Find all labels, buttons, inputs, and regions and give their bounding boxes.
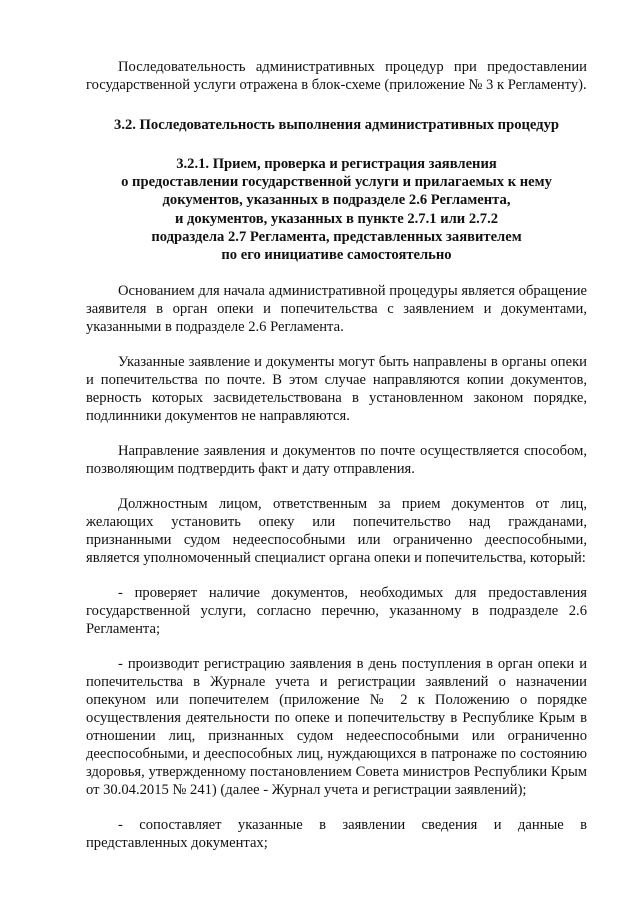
- body-paragraph: Основанием для начала административной процедуры является обращение заявителя в орган опеки и попечительства с заявлением и документами, указанными в подразделе 2.6 Регламента.: [86, 283, 587, 336]
- intro-paragraph: Последовательность административных процедур при предоставлении государственной услуги отражена в блок-схеме (приложение № 3 к Регламенту).: [86, 59, 587, 93]
- subsection-heading: [86, 155, 587, 264]
- subsection-heading-line: документов, указанных в подразделе 2.6 Регламента,: [162, 192, 511, 209]
- section-heading: 3.2. Последовательность выполнения административных процедур: [114, 117, 559, 133]
- body-paragraph: Направление заявления и документов по почте осуществляется способом, позволяющим подтвердить факт и дату отправления.: [86, 443, 587, 478]
- list-item: - сопоставляет указанные в заявлении сведения и данные в представленных документах;: [86, 817, 587, 852]
- subsection-heading-line: о предоставлении государственной услуги и прилагаемых к нему: [121, 174, 552, 191]
- body-paragraph: Указанные заявление и документы могут быть направлены в органы опеки и попечительства по почте. В этом случае направляются копии документов, верность которых засвидетельствована в установленном законом порядке, подлинники документов не направляются.: [86, 354, 587, 425]
- subsection-heading-line: 3.2.1. Прием, проверка и регистрация заявления: [176, 156, 497, 172]
- list-item: - проверяет наличие документов, необходимых для предоставления государственной услуги, согласно перечню, указанному в подразделе 2.6 Регламента;: [86, 585, 587, 638]
- subsection-heading-line: и документов, указанных в пункте 2.7.1 или 2.7.2: [174, 210, 499, 227]
- body-paragraph: Должностным лицом, ответственным за прием документов от лиц, желающих установить опеку или попечительство над гражданами, признанными судом недееспособными или ограниченно дееспособными, является уполномоченный специалист органа опеки и попечительства, который:: [86, 496, 587, 567]
- list-item: - производит регистрацию заявления в день поступления в орган опеки и попечительства в Журнале учета и регистрации заявлений о назначении опекуном или попечителем (приложение № 2 к Положению о порядке осуществления деятельности по опеке и попечительству в Республике Крым в отношении лиц, признанных судом недееспособными или ограниченно дееспособными, и дееспособных лиц, нуждающихся в патронаже по состоянию здоровья, утвержденному постановлением Совета министров Республики Крым от 30.04.2015 № 241) (далее - Журнал учета и регистрации заявлений);: [86, 656, 587, 799]
- subsection-heading-line: по его инициативе самостоятельно: [221, 247, 452, 264]
- subsection-heading-line: подраздела 2.7 Регламента, представленных заявителем: [151, 228, 522, 245]
